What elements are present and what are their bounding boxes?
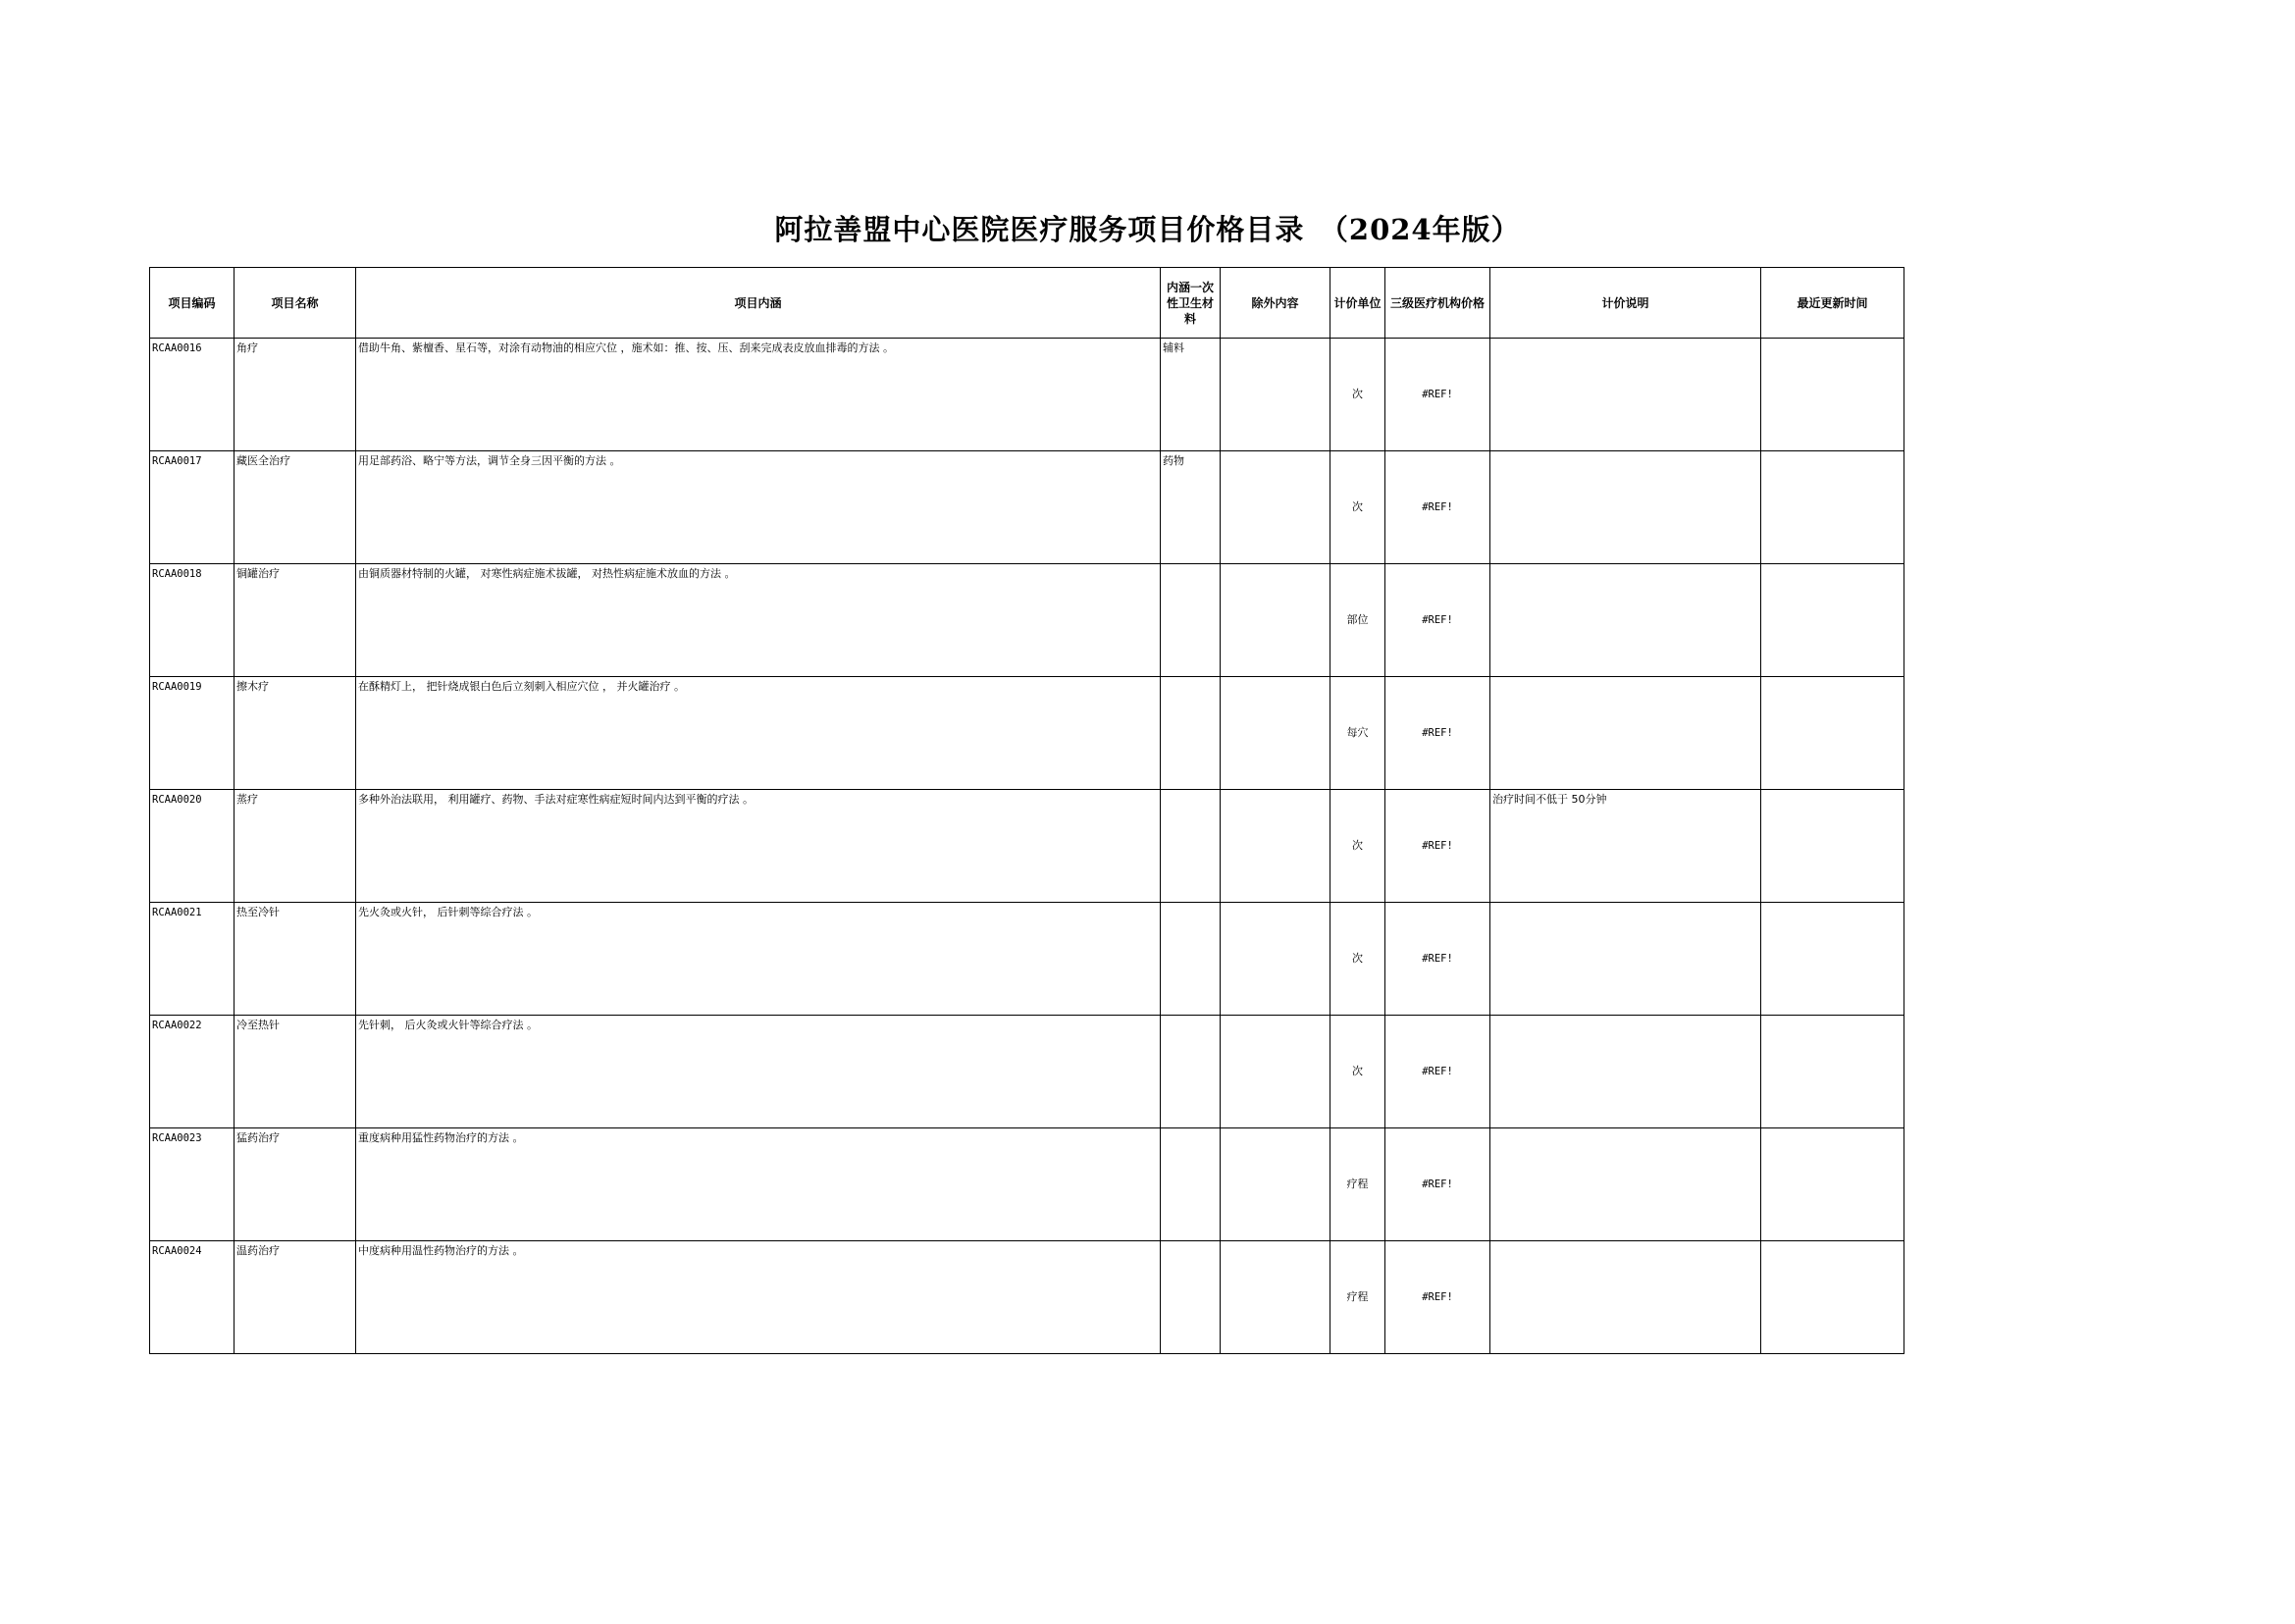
cell-updated: [1761, 677, 1904, 790]
cell-exclusions: [1221, 677, 1330, 790]
cell-price: #REF!: [1385, 339, 1490, 451]
header-name: 项目名称: [235, 268, 356, 339]
cell-updated: [1761, 339, 1904, 451]
table-row: [150, 903, 1904, 1016]
header-materials: 内涵一次性卫生材料: [1161, 268, 1221, 339]
cell-content: 借助牛角、紫檀香、星石等，对涂有动物油的相应穴位 ，施术如：推、按、压、刮来完成表皮放血排毒的方法 。: [356, 339, 1161, 451]
cell-materials: [1161, 1016, 1221, 1128]
cell-unit: 次: [1330, 339, 1385, 451]
cell-name: 猛药治疗: [235, 1128, 356, 1241]
header-exclusions: 除外内容: [1221, 268, 1330, 339]
table-row: [150, 677, 1904, 790]
cell-unit: 次: [1330, 790, 1385, 903]
cell-code: RCAA0019: [150, 677, 235, 790]
cell-name: 冷至热针: [235, 1016, 356, 1128]
cell-code: RCAA0024: [150, 1241, 235, 1354]
cell-content: 多种外治法联用， 利用罐疗、药物、手法对症寒性病症短时间内达到平衡的疗法 。: [356, 790, 1161, 903]
table-row: [150, 1128, 1904, 1241]
table-row: [150, 1016, 1904, 1128]
cell-unit: 疗程: [1330, 1241, 1385, 1354]
cell-updated: [1761, 903, 1904, 1016]
table-header-row: [150, 268, 1904, 339]
cell-code: RCAA0023: [150, 1128, 235, 1241]
cell-exclusions: [1221, 1016, 1330, 1128]
cell-price: #REF!: [1385, 1016, 1490, 1128]
cell-price: #REF!: [1385, 1128, 1490, 1241]
cell-pricing-note: [1490, 903, 1761, 1016]
cell-name: 热至冷针: [235, 903, 356, 1016]
table-row: [150, 790, 1904, 903]
cell-updated: [1761, 564, 1904, 677]
cell-price: #REF!: [1385, 564, 1490, 677]
cell-pricing-note: [1490, 1128, 1761, 1241]
cell-content: 中度病种用温性药物治疗的方法 。: [356, 1241, 1161, 1354]
table-row: [150, 451, 1904, 564]
table-row: [150, 1241, 1904, 1354]
cell-price: #REF!: [1385, 903, 1490, 1016]
cell-materials: 药物: [1161, 451, 1221, 564]
header-code: 项目编码: [150, 268, 235, 339]
cell-pricing-note: [1490, 1016, 1761, 1128]
cell-unit: 次: [1330, 451, 1385, 564]
cell-name: 铜罐治疗: [235, 564, 356, 677]
cell-price: #REF!: [1385, 451, 1490, 564]
cell-unit: 疗程: [1330, 1128, 1385, 1241]
cell-name: 温药治疗: [235, 1241, 356, 1354]
cell-materials: [1161, 903, 1221, 1016]
cell-unit: 次: [1330, 903, 1385, 1016]
cell-content: 重度病种用猛性药物治疗的方法 。: [356, 1128, 1161, 1241]
cell-materials: [1161, 1128, 1221, 1241]
cell-code: RCAA0016: [150, 339, 235, 451]
cell-materials: [1161, 790, 1221, 903]
cell-pricing-note: [1490, 339, 1761, 451]
cell-exclusions: [1221, 451, 1330, 564]
cell-unit: 次: [1330, 1016, 1385, 1128]
cell-content: 先针刺， 后火灸或火针等综合疗法 。: [356, 1016, 1161, 1128]
header-pricing-note: 计价说明: [1490, 268, 1761, 339]
table-row: [150, 564, 1904, 677]
cell-code: RCAA0020: [150, 790, 235, 903]
cell-name: 蒸疗: [235, 790, 356, 903]
header-price: 三级医疗机构价格: [1385, 268, 1490, 339]
cell-exclusions: [1221, 790, 1330, 903]
cell-price: #REF!: [1385, 677, 1490, 790]
cell-content: 由铜质器材特制的火罐， 对寒性病症施术拔罐， 对热性病症施术放血的方法 。: [356, 564, 1161, 677]
cell-code: RCAA0018: [150, 564, 235, 677]
cell-name: 擦木疗: [235, 677, 356, 790]
cell-unit: 部位: [1330, 564, 1385, 677]
cell-updated: [1761, 1016, 1904, 1128]
cell-unit: 每穴: [1330, 677, 1385, 790]
cell-updated: [1761, 1128, 1904, 1241]
cell-exclusions: [1221, 903, 1330, 1016]
cell-materials: [1161, 564, 1221, 677]
cell-content: 在酥精灯上， 把针烧成银白色后立刻刺入相应穴位 ， 并火罐治疗 。: [356, 677, 1161, 790]
cell-code: RCAA0022: [150, 1016, 235, 1128]
cell-pricing-note: [1490, 677, 1761, 790]
cell-content: 用足部药浴、略宁等方法，调节全身三因平衡的方法 。: [356, 451, 1161, 564]
document-title: 阿拉善盟中心医院医疗服务项目价格目录 （2024年版）: [774, 213, 1521, 246]
cell-name: 角疗: [235, 339, 356, 451]
cell-pricing-note: 治疗时间不低于 50分钟: [1490, 790, 1761, 903]
price-catalog-table: [149, 267, 1904, 1354]
cell-price: #REF!: [1385, 790, 1490, 903]
cell-exclusions: [1221, 1241, 1330, 1354]
cell-materials: [1161, 1241, 1221, 1354]
cell-name: 藏医全治疗: [235, 451, 356, 564]
cell-updated: [1761, 1241, 1904, 1354]
cell-content: 先火灸或火针， 后针刺等综合疗法 。: [356, 903, 1161, 1016]
header-unit: 计价单位: [1330, 268, 1385, 339]
cell-pricing-note: [1490, 451, 1761, 564]
cell-materials: [1161, 677, 1221, 790]
cell-materials: 辅料: [1161, 339, 1221, 451]
cell-exclusions: [1221, 564, 1330, 677]
cell-updated: [1761, 451, 1904, 564]
cell-exclusions: [1221, 339, 1330, 451]
cell-exclusions: [1221, 1128, 1330, 1241]
cell-code: RCAA0017: [150, 451, 235, 564]
header-content: 项目内涵: [356, 268, 1161, 339]
header-updated: 最近更新时间: [1761, 268, 1904, 339]
table-row: [150, 339, 1904, 451]
cell-code: RCAA0021: [150, 903, 235, 1016]
cell-pricing-note: [1490, 564, 1761, 677]
cell-pricing-note: [1490, 1241, 1761, 1354]
cell-price: #REF!: [1385, 1241, 1490, 1354]
cell-updated: [1761, 790, 1904, 903]
